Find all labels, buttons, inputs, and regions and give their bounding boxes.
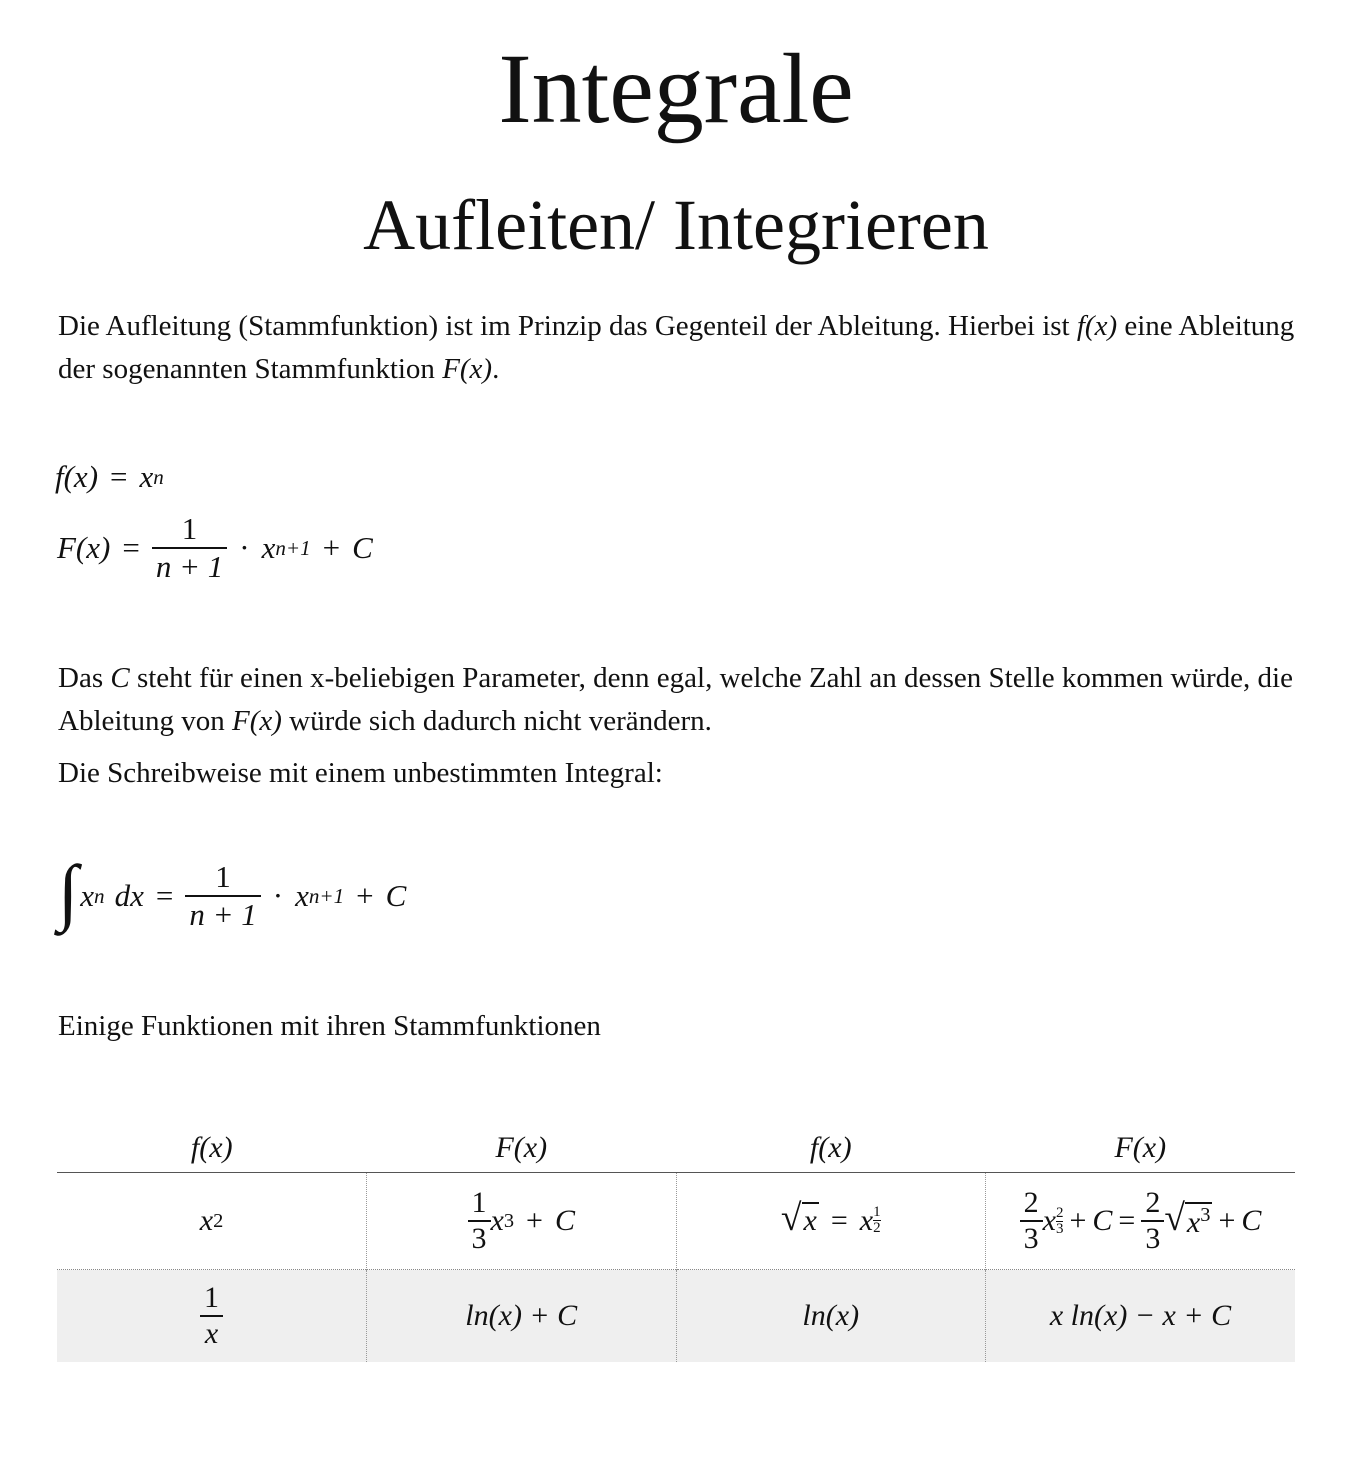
table-header-F2: F(x)	[1114, 1131, 1167, 1164]
table-cell: √ x = x 1 2	[676, 1173, 986, 1270]
formula-F-base: x	[261, 530, 276, 565]
para2-text-2: steht für einen x-beliebigen Parameter, denn egal, welche Zahl an dessen Stelle kommen würde, die Ableitung von	[58, 662, 1293, 737]
table-cell: $\frac{1}{3}$ x 3 + C	[367, 1173, 677, 1270]
sqrt-icon: √ x	[780, 1198, 817, 1239]
table-cell: ln(x)	[676, 1270, 986, 1363]
integral-fraction	[185, 859, 260, 933]
sqrt-icon: √ $x^3$	[1164, 1197, 1211, 1239]
page-title: Integrale	[498, 33, 854, 144]
formula-F-num: 1	[181, 511, 198, 546]
integral-notation-paragraph: Die Schreibweise mit einem unbestimmten Integral:	[58, 757, 663, 789]
intro-math-f: f(x)	[1076, 310, 1118, 342]
table-cell: ln(x) + C	[367, 1270, 677, 1363]
formula-F-const: C	[352, 530, 373, 565]
formula-f-lhs: f(x)	[55, 459, 99, 494]
table-header-f1: f(x)	[190, 1131, 233, 1164]
para2-text-3: würde sich dadurch nicht verändern.	[281, 705, 712, 737]
intro-text-2: eine Ableitung der sogenannten Stammfunktion	[58, 310, 1295, 385]
integral-den: n + 1	[189, 897, 257, 932]
table-header-f2: f(x)	[809, 1131, 852, 1164]
formula-F-lhs: F(x)	[57, 530, 111, 565]
para2-text-1: Das	[58, 662, 111, 694]
formula-f-base: x	[139, 459, 154, 494]
table-header-F1: F(x)	[495, 1131, 548, 1164]
integral-num: 1	[215, 859, 231, 894]
table-row	[57, 1270, 1295, 1363]
para2-math-F: F(x)	[232, 705, 282, 737]
para2-math-C: C	[110, 662, 130, 694]
table-intro-paragraph: Einige Funktionen mit ihren Stammfunktionen	[58, 1010, 601, 1042]
intro-text-1: Die Aufleitung (Stammfunktion) ist im Prinzip das Gegenteil der Ableitung. Hierbei ist	[58, 310, 1077, 342]
table-cell: x ln(x) − x + C	[986, 1270, 1296, 1363]
intro-paragraph	[58, 305, 1308, 391]
formula-F-fraction	[152, 511, 227, 585]
table-cell: x 2	[199, 1204, 224, 1237]
integral-formula: ∫ x n dx = $\frac{1}{n + 1}$ · x n+1 + C	[58, 851, 407, 933]
table-cell: $\frac{2}{3}$ x 2 3 + C = $\frac{2}{3}$ √ $x^3$ + C	[986, 1173, 1296, 1270]
formula-F-den: n + 1	[155, 549, 224, 584]
formula-f: f(x) = x n	[55, 459, 164, 494]
integral-dx: dx	[114, 878, 144, 913]
intro-text-3: .	[492, 353, 500, 385]
table-row	[57, 1173, 1295, 1270]
formula-f-exp: n	[153, 464, 164, 489]
table-header-row	[57, 1124, 1295, 1173]
intro-math-F: F(x)	[442, 353, 493, 385]
integral-integrand-exp: n	[94, 883, 105, 908]
antiderivative-table	[57, 1124, 1295, 1362]
table-cell: $\frac{1}{x}$	[57, 1270, 367, 1363]
formula-F: F(x) = $\frac{1}{n + 1}$ · x n+1 + C	[57, 511, 373, 584]
integral-base: x	[295, 878, 309, 913]
page-subtitle: Aufleiten/ Integrieren	[363, 185, 989, 265]
parameter-paragraph	[58, 657, 1308, 743]
integral-const: C	[385, 878, 407, 913]
integral-integrand-base: x	[80, 878, 95, 913]
formula-F-exp: n+1	[275, 535, 311, 560]
integral-sign-icon: ∫	[58, 851, 79, 933]
integral-exp: n+1	[308, 883, 345, 908]
